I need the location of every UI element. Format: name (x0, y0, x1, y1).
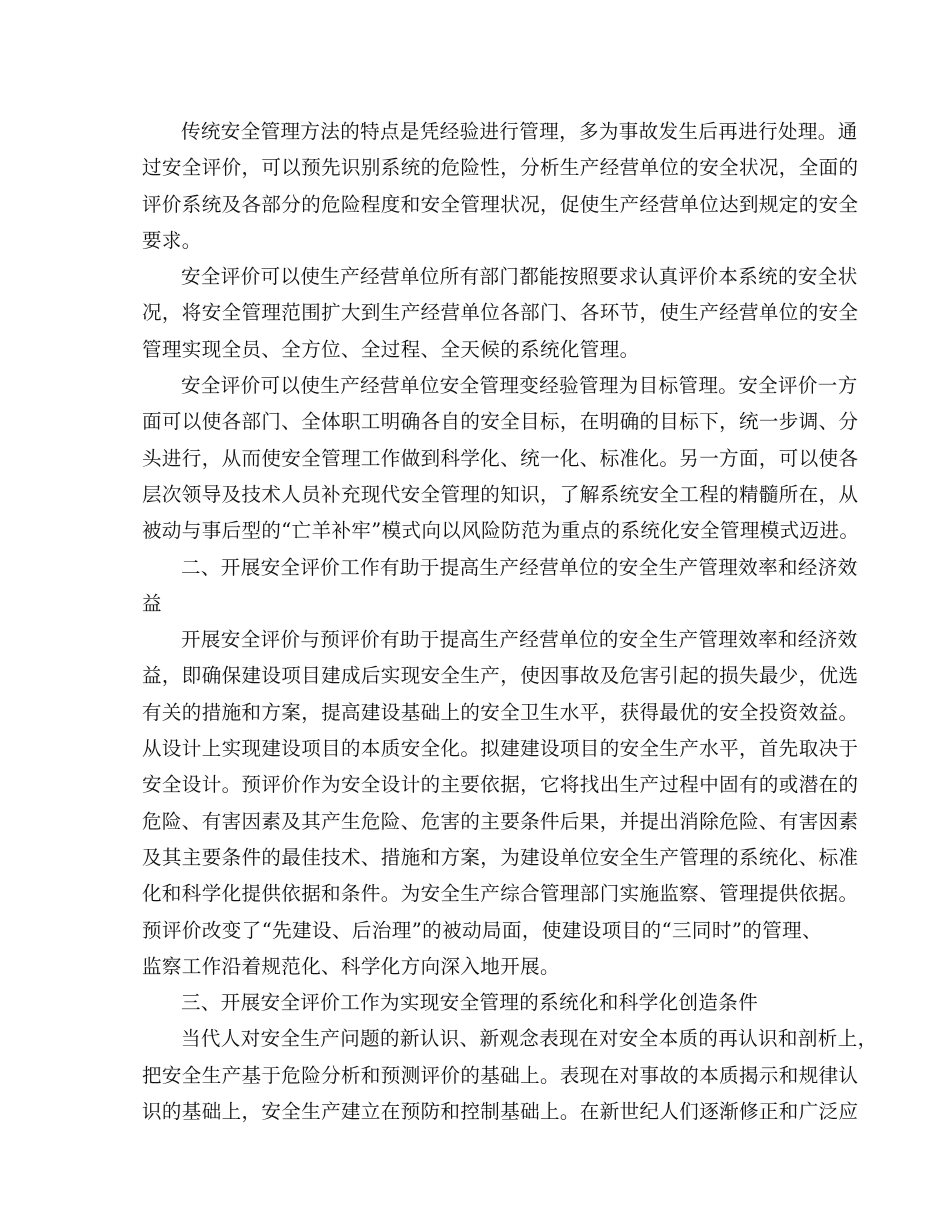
text-line: 及其主要条件的最佳技术、措施和方案，为建设单位安全生产管理的系统化、标准 (142, 845, 859, 869)
text-line: 面可以使各部门、全体职工明确各自的安全目标，在明确的目标下，统一步调、分 (142, 410, 859, 434)
text-line: 益，即确保建设项目建成后实现安全生产，使因事故及危害引起的损失最少，优选 (142, 664, 859, 688)
text-line: 监察工作沿着规范化、科学化方向深入地开展。 (142, 954, 560, 978)
paragraph (142, 259, 859, 368)
text-line: 要求。 (142, 228, 202, 252)
text-line: 开展安全评价与预评价有助于提高生产经营单位的安全生产管理效率和经济效 (181, 628, 858, 652)
document-body (142, 114, 878, 1130)
paragraph (142, 550, 858, 623)
text-line: 安全设计。预评价作为安全设计的主要依据，它将找出生产过程中固有的或潜在的 (142, 773, 859, 797)
paragraph (142, 114, 859, 259)
text-line: 管理实现全员、全方位、全过程、全天候的系统化管理。 (142, 337, 640, 361)
text-line: 化和科学化提供依据和条件。为安全生产综合管理部门实施监察、管理提供依据。 (142, 882, 859, 906)
text-line: 当代人对安全生产问题的新认识、新观念表现在对安全本质的再认识和剖析上， (181, 1027, 878, 1051)
text-line: 益 (142, 591, 162, 615)
text-line: 预评价改变了“先建设、后治理”的被动局面，使建设项目的“三同时”的管理、 (142, 918, 822, 942)
text-line: 评价系统及各部分的危险程度和安全管理状况，促使生产经营单位达到规定的安全 (142, 192, 859, 216)
text-line: 况，将安全管理范围扩大到生产经营单位各部门、各环节，使生产经营单位的安全 (142, 301, 859, 325)
text-line: 把安全生产基于危险分析和预测评价的基础上。表现在对事故的本质揭示和规律认 (142, 1063, 859, 1087)
paragraph (142, 622, 859, 985)
text-line: 头进行，从而使安全管理工作做到科学化、统一化、标准化。另一方面，可以使各 (142, 446, 859, 470)
text-line: 有关的措施和方案，提高建设基础上的安全卫生水平，获得最优的安全投资效益。 (142, 700, 859, 724)
text-line: 危险、有害因素及其产生危险、危害的主要条件后果，并提出消除危险、有害因素 (142, 809, 859, 833)
text-line: 三、开展安全评价工作为实现安全管理的系统化和科学化创造条件 (181, 991, 759, 1015)
text-line: 过安全评价，可以预先识别系统的危险性，分析生产经营单位的安全状况，全面的 (142, 156, 859, 180)
text-line: 从设计上实现建设项目的本质安全化。拟建建设项目的安全生产水平，首先取决于 (142, 737, 859, 761)
text-line: 安全评价可以使生产经营单位所有部门都能按照要求认真评价本系统的安全状 (181, 265, 858, 289)
text-line: 被动与事后型的“亡羊补牢”模式向以风险防范为重点的系统化安全管理模式迈进。 (142, 519, 860, 543)
text-line: 安全评价可以使生产经营单位安全管理变经验管理为目标管理。安全评价一方 (181, 374, 858, 398)
text-line: 识的基础上，安全生产建立在预防和控制基础上。在新世纪人们逐渐修正和广泛应 (142, 1100, 859, 1124)
paragraph (142, 368, 860, 549)
text-line: 传统安全管理方法的特点是凭经验进行管理，多为事故发生后再进行处理。通 (181, 120, 858, 143)
paragraph (142, 985, 822, 1021)
text-line: 二、开展安全评价工作有助于提高生产经营单位的安全生产管理效率和经济效 (181, 555, 858, 579)
text-line: 层次领导及技术人员补充现代安全管理的知识，了解系统安全工程的精髓所在，从 (142, 482, 859, 506)
paragraph (142, 1021, 878, 1130)
